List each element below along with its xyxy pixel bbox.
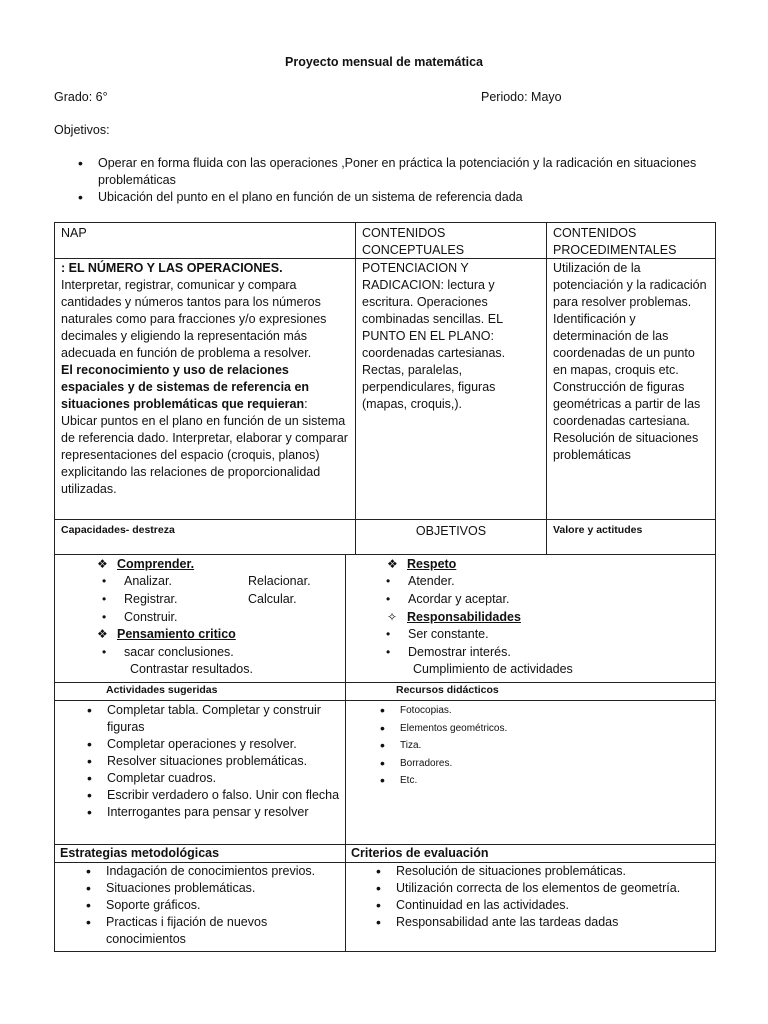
- responsabilidades-row: [387, 609, 521, 626]
- demostrar-row: [386, 644, 511, 661]
- analizar-row: [102, 573, 172, 590]
- procedimentales-cell: Utilización de la potenciación y la radicación para resolver problemas. Identificación y determinación de las coordenadas de un punto en mapas, croquis etc. Construcción de figuras geométricas a partir de las coordenadas cartesiana. Resolución de situaciones problemáticas: [553, 261, 707, 462]
- nap-text-spatial: Ubicar puntos en el plano en función de un sistema de referencia dado. Interpretar, elaborar y comparar representaciones del espacio (croquis, planos) explicitando las relaciones de proporcionalidad utilizadas.: [61, 414, 348, 496]
- table-border: [54, 700, 716, 701]
- recursos-list: [378, 702, 698, 790]
- capacidades-label: Capacidades- destreza: [61, 524, 175, 536]
- diamond-bullet-icon: ❖: [387, 557, 398, 571]
- bullet-icon: •: [386, 645, 391, 659]
- respeto-row: [387, 556, 456, 573]
- header-procedimentales: CONTENIDOS PROCEDIMENTALES: [553, 226, 677, 257]
- diamond-bullet-icon: ❖: [97, 627, 108, 641]
- list-item: • Continuidad en las actividades.: [374, 897, 714, 914]
- acordar-label: Acordar y aceptar.: [408, 592, 510, 606]
- header-nap: NAP: [61, 226, 87, 240]
- list-item: • Completar tabla. Completar y construir figuras: [85, 702, 343, 736]
- criterios-list: [374, 863, 714, 931]
- relacionar-label: Relacionar.: [248, 574, 311, 588]
- registrar-row: [102, 591, 178, 608]
- header-conceptuales: CONTENIDOS CONCEPTUALES: [362, 226, 465, 257]
- conceptuales-cell: POTENCIACION Y RADICACION: lectura y escritura. Operaciones combinadas sencillas. EL PUNTO EN EL PLANO: coordenadas cartesianas. Rectas, paralelas, perpendiculares, figuras (mapas, croquis,).: [362, 261, 506, 411]
- list-item: • Situaciones problemáticas.: [84, 880, 334, 897]
- nap-spatial-heading: [61, 362, 349, 413]
- calcular-label: Calcular.: [248, 592, 297, 606]
- period-label: Periodo: Mayo: [481, 90, 562, 104]
- table-border: [54, 519, 716, 520]
- registrar-label: Registrar.: [124, 592, 178, 606]
- bullet-icon: •: [102, 645, 107, 659]
- list-item: • Escribir verdadero o falso. Unir con flecha: [85, 787, 343, 804]
- list-item: • Resolución de situaciones problemáticas.: [374, 863, 714, 880]
- table-border: [715, 554, 716, 952]
- estrategias-list: [84, 863, 334, 948]
- sacar-label: sacar conclusiones.: [124, 645, 234, 659]
- star-bullet-icon: ✧: [387, 610, 398, 624]
- list-item: • Responsabilidad ante las tardeas dadas: [374, 914, 714, 931]
- list-item: • Indagación de conocimientos previos.: [84, 863, 334, 880]
- acordar-row: [386, 591, 509, 608]
- list-item: • Resolver situaciones problemáticas.: [85, 753, 343, 770]
- list-item: • Elementos geométricos.: [378, 720, 698, 738]
- comprender-label: Comprender.: [117, 557, 195, 571]
- cumplimiento-label: Cumplimiento de actividades: [413, 662, 573, 676]
- bullet-icon: •: [386, 592, 391, 606]
- contrastar-label: Contrastar resultados.: [130, 662, 253, 676]
- nap-heading-numbers: : EL NÚMERO Y LAS OPERACIONES.: [61, 261, 283, 275]
- bullet-icon: •: [102, 592, 107, 606]
- list-item: • Practicas i fijación de nuevos conocimientos: [84, 914, 334, 948]
- bullet-icon: •: [386, 574, 391, 588]
- valores-label: Valore y actitudes: [553, 524, 643, 536]
- constante-label: Ser constante.: [408, 627, 489, 641]
- document-title: Proyecto mensual de matemática: [285, 55, 483, 69]
- pensamiento-row: [97, 626, 236, 643]
- list-item: • Soporte gráficos.: [84, 897, 334, 914]
- construir-label: Construir.: [124, 610, 178, 624]
- table-border: [715, 222, 716, 554]
- nap-cell: [55, 259, 355, 519]
- bullet-icon: •: [102, 610, 107, 624]
- criterios-label: Criterios de evaluación: [351, 846, 489, 860]
- list-item: • Interrogantes para pensar y resolver: [85, 804, 343, 821]
- constante-row: [386, 626, 489, 643]
- bullet-icon: •: [386, 627, 391, 641]
- list-item: • Completar cuadros.: [85, 770, 343, 787]
- analizar-label: Analizar.: [124, 574, 172, 588]
- recursos-label: Recursos didácticos: [396, 684, 499, 696]
- objective-item: • Ubicación del punto en el plano en función de un sistema de referencia dada: [76, 189, 716, 206]
- diamond-bullet-icon: ❖: [97, 557, 108, 571]
- responsabilidades-label: Responsabilidades: [407, 610, 521, 624]
- objectives-label: Objetivos:: [54, 123, 110, 137]
- list-item: • Completar operaciones y resolver.: [85, 736, 343, 753]
- grade-label: Grado: 6°: [54, 90, 108, 104]
- table-border: [345, 554, 346, 952]
- table-border: [54, 554, 55, 952]
- list-item: • Etc.: [378, 772, 698, 790]
- sacar-row: [102, 644, 234, 661]
- actividades-list: [85, 702, 343, 821]
- nap-heading-spatial: El reconocimiento y uso de relaciones espaciales y de sistemas de referencia en situaciones problemáticas que requieran: [61, 363, 310, 411]
- respeto-label: Respeto: [407, 557, 457, 571]
- list-item: • Utilización correcta de los elementos de geometría.: [374, 880, 714, 897]
- construir-row: [102, 609, 178, 626]
- list-item: • Borradores.: [378, 755, 698, 773]
- pensamiento-label: Pensamiento critico: [117, 627, 236, 641]
- demostrar-label: Demostrar interés.: [408, 645, 511, 659]
- bullet-icon: •: [102, 574, 107, 588]
- nap-heading-colon: :: [304, 397, 308, 411]
- estrategias-label: Estrategias metodológicas: [60, 846, 220, 860]
- atender-row: [386, 573, 455, 590]
- objetivos-label: OBJETIVOS: [415, 524, 487, 538]
- objectives-list: [76, 155, 716, 206]
- actividades-label: Actividades sugeridas: [106, 684, 218, 696]
- objective-item: • Operar en forma fluida con las operaciones ,Poner en práctica la potenciación y la radicación en situaciones problemáticas: [76, 155, 716, 189]
- table-border: [54, 951, 716, 952]
- list-item: • Fotocopias.: [378, 702, 698, 720]
- atender-label: Atender.: [408, 574, 455, 588]
- list-item: • Tiza.: [378, 737, 698, 755]
- comprender-row: [97, 556, 194, 573]
- nap-text-numbers: Interpretar, registrar, comunicar y compara cantidades y números tantos para los números naturales como para fracciones y/o expresiones decimales y eligiendo la representación más adecuada en función de problema a resolver.: [61, 278, 327, 360]
- table-border: [54, 554, 716, 555]
